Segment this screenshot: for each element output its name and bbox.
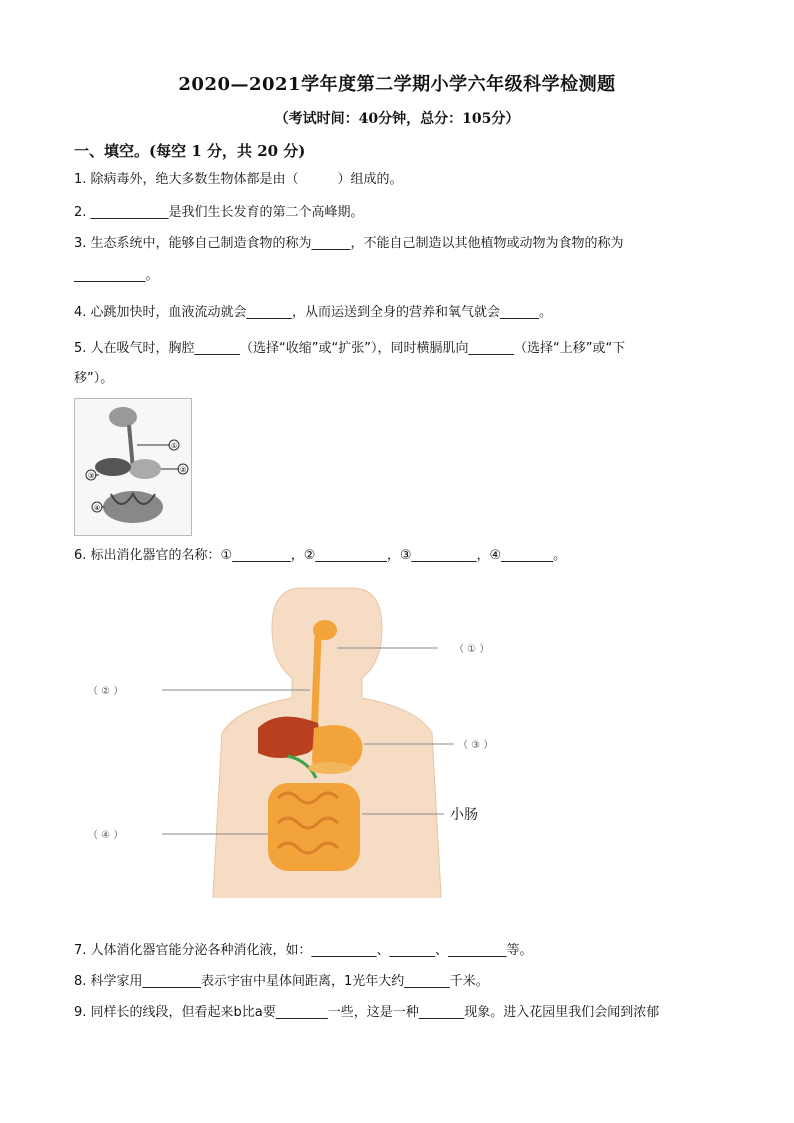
- question-7: 7. 人体消化器官能分泌各种消化液，如：__________、_______、_________等。: [74, 943, 533, 958]
- question-6: 6. 标出消化器官的名称：①_________，②___________，③__________，④________。: [74, 548, 567, 563]
- small-label-4: ④: [94, 504, 101, 512]
- label-1: （ ① ）: [454, 644, 490, 655]
- small-intestine-label: 小肠: [450, 807, 478, 823]
- question-2: 2. ____________是我们生长发育的第二个高峰期。: [74, 205, 364, 220]
- small-digestive-figure: [74, 398, 192, 536]
- question-5-line2: 移”）。: [74, 371, 114, 386]
- question-5-line1: 5. 人在吸气时，胸腔_______（选择“收缩”或“扩张”），同时横膈肌向_______（选择“上移”或“下: [74, 341, 626, 356]
- exam-title: 2020—2021学年度第二学期小学六年级科学检测题: [178, 74, 616, 95]
- label-4: （ ④ ）: [88, 830, 124, 841]
- section-heading: 一、填空。(每空 1 分，共 20 分): [74, 142, 306, 160]
- large-digestive-figure: [82, 578, 532, 898]
- small-label-3: ③: [88, 472, 95, 480]
- label-3: （ ③ ）: [458, 740, 494, 751]
- question-3-line2: ___________。: [74, 268, 159, 283]
- exam-subtitle: （考试时间：40分钟，总分：105分）: [274, 111, 520, 127]
- question-9: 9. 同样长的线段，但看起来b比a要________一些，这是一种_______现象。进入花园里我们会闻到浓郁: [74, 1005, 660, 1020]
- small-label-1: ①: [171, 442, 178, 450]
- question-4: 4. 心跳加快时，血液流动就会_______，从而运送到全身的营养和氧气就会______。: [74, 305, 553, 320]
- label-2: （ ② ）: [88, 686, 124, 697]
- question-8: 8. 科学家用_________表示宇宙中星体间距离，1光年大约_______千米。: [74, 974, 489, 989]
- small-label-2: ②: [180, 466, 187, 474]
- question-3-line1: 3. 生态系统中，能够自己制造食物的称为______，不能自己制造以其他植物或动物为食物的称为: [74, 236, 624, 251]
- question-1: 1. 除病毒外，绝大多数生物体都是由（ ）组成的。: [74, 172, 403, 187]
